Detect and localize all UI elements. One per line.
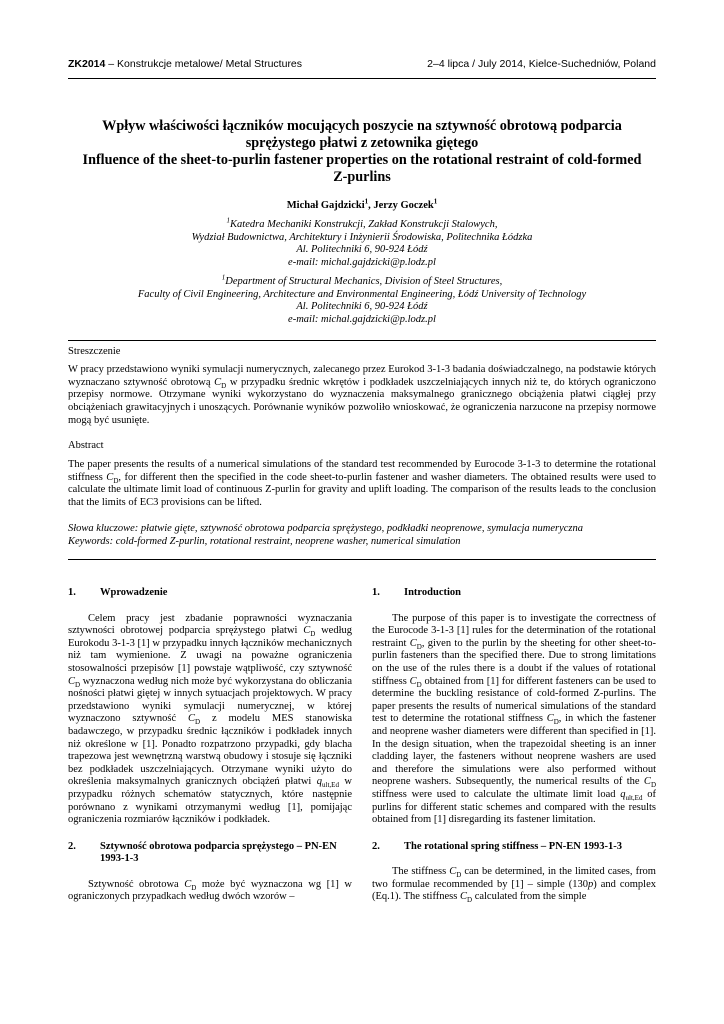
streszczenie-text: W pracy przedstawiono wyniki symulacji numerycznych, zalecanego przez Eurokod 3-1-3 badania doświadczalnego, na podstawie których wyznaczano sztywność obrotową $C_D$ w przypadku średnic wkrętów i podkładek uszczelniających innych niż te, do których ograniczono przepisy normowe. Otrzymane wyniki wykorzystano do wyznaczenia maksymalnego granicznego obciążenia płatwi ciągłej przy obciążeniach grawitacyjnych i unoszących. Porównanie wyników pozwoliło wnioskować, że ograniczenia narzucone na przepisy normowe mogą być usunięte. [68,364,656,426]
divider [68,340,656,341]
email-link[interactable]: e-mail: michal.gajdzicki@p.lodz.pl [288,313,436,325]
section-heading: 1. Introduction [372,587,461,598]
author-name: Michał Gajdzicki [286,200,365,211]
section-heading: 2. The rotational spring stiffness – PN-EN 1993-1-3 [372,840,622,852]
title-pl-line2: sprężystego płatwi z zetownika giętego [245,135,479,151]
divider [68,559,656,560]
column-right [372,587,656,904]
paragraph: Celem pracy jest zbadanie poprawności wyznaczania sztywności obrotowej podparcia sprężystego płatwi $C_D$ według Eurokodu 3-1-3 [1] w przypadku innych łączników mechanicznych niż tam wymienione. Z uwagi na poważne ograniczenia stosowalności przepisów [1] powstaje wątpliwość, czy sztywność $C_D$ wyznaczona według nich może być wykorzystana do obliczania nośności płatwi giętej w innych sytuacjach projektowych. W pracy przedstawiono wyniki symulacji numerycznej, w której wyznaczono sztywność $C_D$ z modelu MES stanowiska badawczego, w przypadku średnic łączników i podkładek innych niż określone w [1]. Ponadto rozpatrzono przypadki, gdy blacha trapezowa jest wewnętrzną warstwą obudowy i stosuje się łączniki bez podkładek uszczelniających. Otrzymane wyniki użyto do określenia maksymalnych granicznych obciążeń płatwi $q_{ult,Ed}$ w przypadku różnych schematów statycznych, które następnie porównano z wynikami otrzymanymi według [1], pomijając ograniczenia rozmiarów łączników i podkładek. [68,612,352,826]
paragraph: Sztywność obrotowa $C_D$ może być wyznaczona wg [1] w ograniczonych przypadkach według dwóch wzorów – [68,878,352,903]
author-name: Jerzy Goczek [373,200,434,211]
section-heading: 1. Wprowadzenie [68,587,168,598]
title-en-line1: Influence of the sheet-to-purlin fastener properties on the rotational restraint of cold-formed [82,152,642,168]
header-right: 2–4 lipca / July 2014, Kielce-Suchedniów, Poland [427,58,656,70]
title-en-line2: Z-purlins [333,169,391,185]
paragraph: The purpose of this paper is to investigate the correctness of the Eurocode 3-1-3 [1] rules for the determination of the rotational restraint $C_D$, given to the purlin by the sheeting for other sheet-to-purlin fasteners than the specified there. Due to strong limitations on the use of the rules there is a doubt if the values of rotational stiffness $C_D$ obtained from [1] for different fasteners can be used to determine the buckling resistance of cold-formed Z-purlins. The paper presents the results of numerical simulations of the standard test to determine the rotational stiffness $C_D$, in which the fastener and neoprene washer diameters were different than specified in [1]. In the design situation, when the trapezoidal sheeting is an inner cladding layer, the fasteners without neoprene washers are used and therefore the simulations were also performed without neoprene washers. Subsequently, the numerical results of the $C_D$ stiffness were used to calculate the ultimate limit load $q_{ult,Ed}$ of purlins for different static schemes and compared with the results obtained from [1] disregarding its fastener limitation. [372,612,657,826]
author-list: Michał Gajdzicki$^1$, Jerzy Goczek$^1$ [286,197,438,211]
section-heading: 2. Sztywność obrotowa podparcia sprężystego – PN-EN 1993-1-3 [68,840,337,865]
keywords-en: Keywords: cold-formed Z-purlin, rotational restraint, neoprene washer, numerical simulation [68,535,461,547]
paper-title [68,118,656,186]
header-left: ZK2014 – Konstrukcje metalowe/ Metal Structures [68,58,303,70]
paragraph: The stiffness $C_D$ can be determined, in the limited cases, from two formulae recommended by [1] – simple (130p) and complex (Eq.1). The stiffness $C_D$ calculated from the simple [372,866,656,905]
affiliation-en: $^1$Department of Structural Mechanics, Division of Steel Structures, Faculty of Civil Engineering, Architecture and Environmental Engineering, Łódź University of Technology Al. Politechniki 6, 90-924 Łódź e-mail: michal.gajdzicki@p.lodz.pl [68,276,656,326]
email-link[interactable]: e-mail: michal.gajdzicki@p.lodz.pl [288,256,436,268]
keywords-pl: Słowa kluczowe: płatwie gięte, sztywność obrotowa podparcia sprężystego, podkładki neoprenowe, symulacja numeryczna [68,523,584,534]
abstract-text: The paper presents the results of a numerical simulations of the standard test recommended by Eurocode 3-1-3 to determine the rotational stiffness $C_D$, for different then the specified in the code sheet-to-purlin fastener and washer diameters. The obtained results were used to calculate the ultimate limit load of continuous Z-purlin for gravity and uplift loading. The comparison of the results leads to the conclusion that the limits of EC3 provisions can be lifted. [68,459,656,509]
column-left [68,587,352,904]
title-pl-line1: Wpływ właściwości łączników mocujących poszycie na sztywność obrotową podparcia [102,118,622,134]
affiliation-pl: $^1$Katedra Mechaniki Konstrukcji, Zakład Konstrukcji Stalowych, Wydział Budownictwa, Architektury i Inżynierii Środowiska, Politechnika Łódzka Al. Politechniki 6, 90-924 Łódź e-mail: michal.gajdzicki@p.lodz.pl [68,219,656,269]
abstract-heading: Abstract [68,440,104,451]
streszczenie-heading: Streszczenie [68,346,121,357]
keywords [68,523,656,548]
running-header [68,58,656,79]
